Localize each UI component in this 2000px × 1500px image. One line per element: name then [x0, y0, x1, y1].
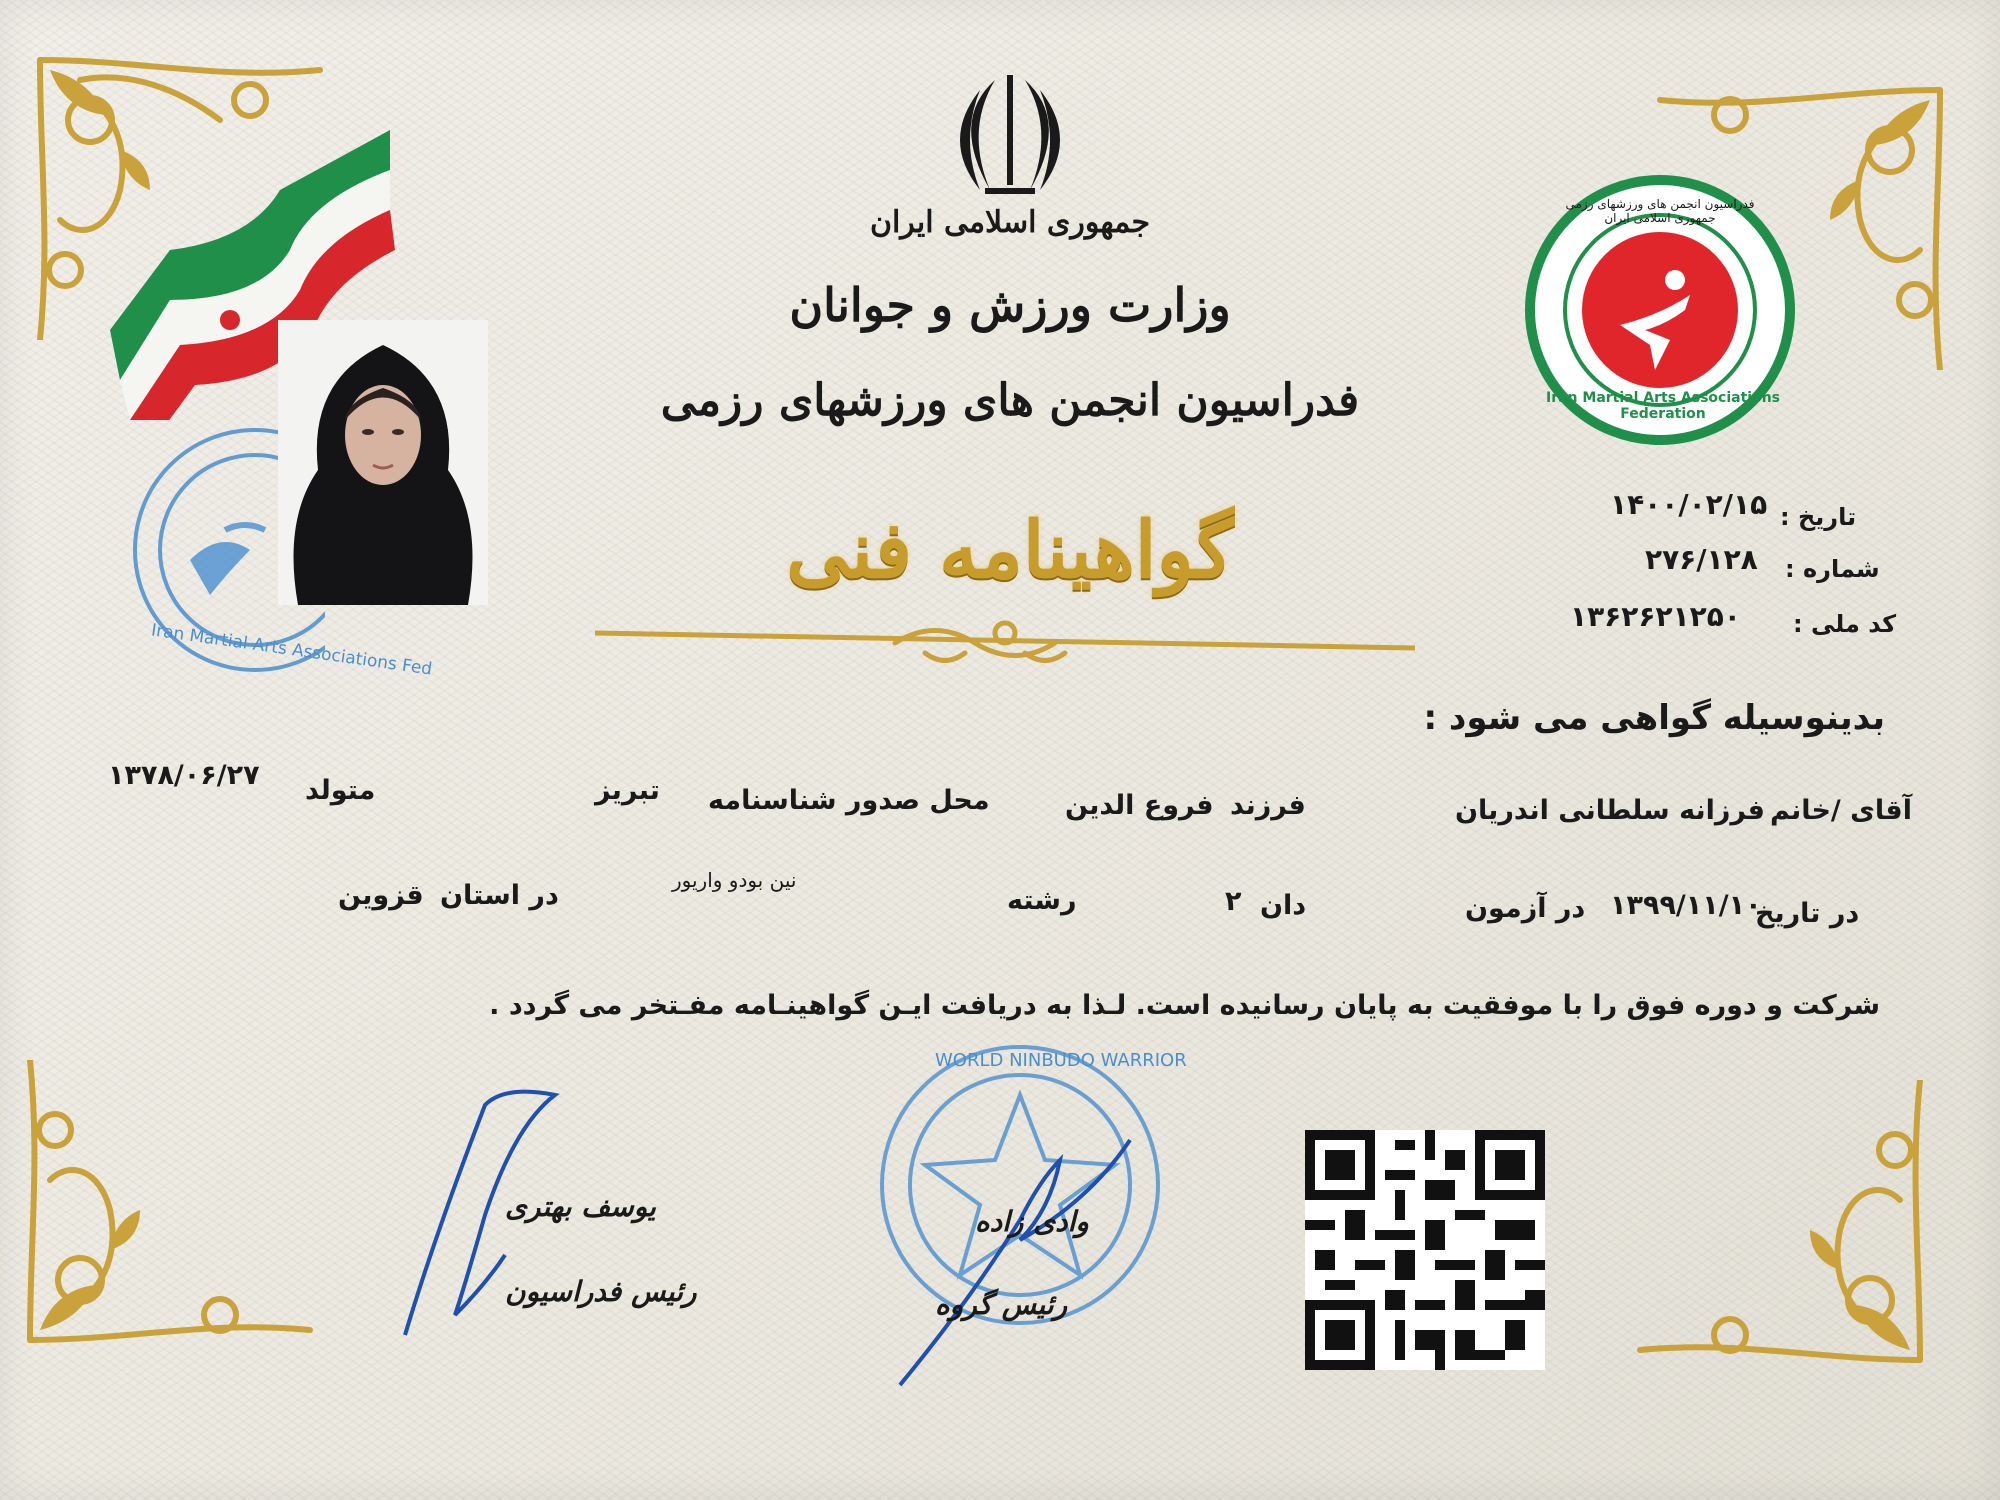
intro-text: بدینوسیله گواهی می شود :	[1423, 698, 1885, 738]
federation-logo-text-fa: فدراسیون انجمن های ورزشهای رزمی جمهوری اسلامی ایران	[1565, 197, 1755, 225]
closing-text: شرکت و دوره فوق را با موفقیت به پایان رسانیده است. لـذا به دریافت ایـن گواهینـامه مفـتخر می گردد .	[489, 990, 1880, 1021]
ornament-bottom-left-icon	[10, 1060, 330, 1360]
province-label: در استان	[440, 880, 559, 911]
dan-label: دان	[1260, 890, 1307, 921]
stamp-center-text: WORLD NINBUDO WARRIOR	[935, 1050, 1187, 1071]
born-label: متولد	[305, 775, 376, 806]
date-label: تاریخ :	[1780, 503, 1857, 531]
national-id-value: ۱۳۶۲۶۲۱۲۵۰	[1570, 600, 1741, 633]
exam-label: در آزمون	[1465, 893, 1586, 924]
father-value: فروع الدین	[1065, 790, 1214, 821]
ornament-bottom-right-icon	[1620, 1080, 1940, 1380]
name-label: آقای /خانم	[1770, 795, 1912, 826]
dan-value: ۲	[1225, 886, 1242, 917]
ministry-name: وزارت ورزش و جوانان	[789, 278, 1231, 332]
left-signatory-name: یوسف بهتری	[505, 1190, 656, 1223]
signature-center-icon	[890, 1120, 1140, 1390]
country-name: جمهوری اسلامی ایران	[869, 205, 1151, 240]
exam-date-value: ۱۳۹۹/۱۱/۱۰	[1610, 890, 1762, 921]
name-value: فرزانه سلطانی اندریان	[1455, 795, 1765, 826]
center-signatory-title: رئیس گروه	[935, 1288, 1068, 1321]
birthplace-value: تبریز	[595, 775, 660, 806]
date-value: ۱۴۰۰/۰۲/۱۵	[1610, 488, 1768, 521]
father-label: فرزند	[1230, 790, 1306, 821]
qr-code-icon[interactable]	[1305, 1130, 1545, 1370]
certificate-title: گواهینامه فنی	[786, 505, 1234, 596]
applicant-photo	[278, 320, 488, 605]
born-value: ۱۳۷۸/۰۶/۲۷	[108, 760, 260, 791]
stamp-left-text: Iran Martial Arts Associations Fed	[149, 620, 434, 680]
national-id-label: کد ملی :	[1793, 610, 1897, 638]
federation-logo	[1525, 175, 1795, 445]
federation-name: فدراسیون انجمن های ورزشهای رزمی	[660, 375, 1360, 426]
number-label: شماره :	[1785, 555, 1880, 583]
exam-date-label: در تاریخ	[1755, 898, 1860, 929]
birthplace-label: محل صدور شناسنامه	[708, 785, 990, 816]
gold-divider-icon	[595, 618, 1415, 678]
province-value: قزوین	[338, 880, 424, 911]
field-label: رشته	[1007, 885, 1077, 916]
federation-logo-text-en: Iran Martial Arts Associations Federation	[1545, 390, 1780, 422]
center-signatory-name: وادی زاده	[975, 1205, 1089, 1238]
iran-emblem-icon	[945, 70, 1075, 200]
number-value: ۲۷۶/۱۲۸	[1645, 543, 1758, 576]
field-value: نین بودو واریور	[672, 868, 797, 892]
left-signatory-title: رئیس فدراسیون	[505, 1275, 697, 1308]
